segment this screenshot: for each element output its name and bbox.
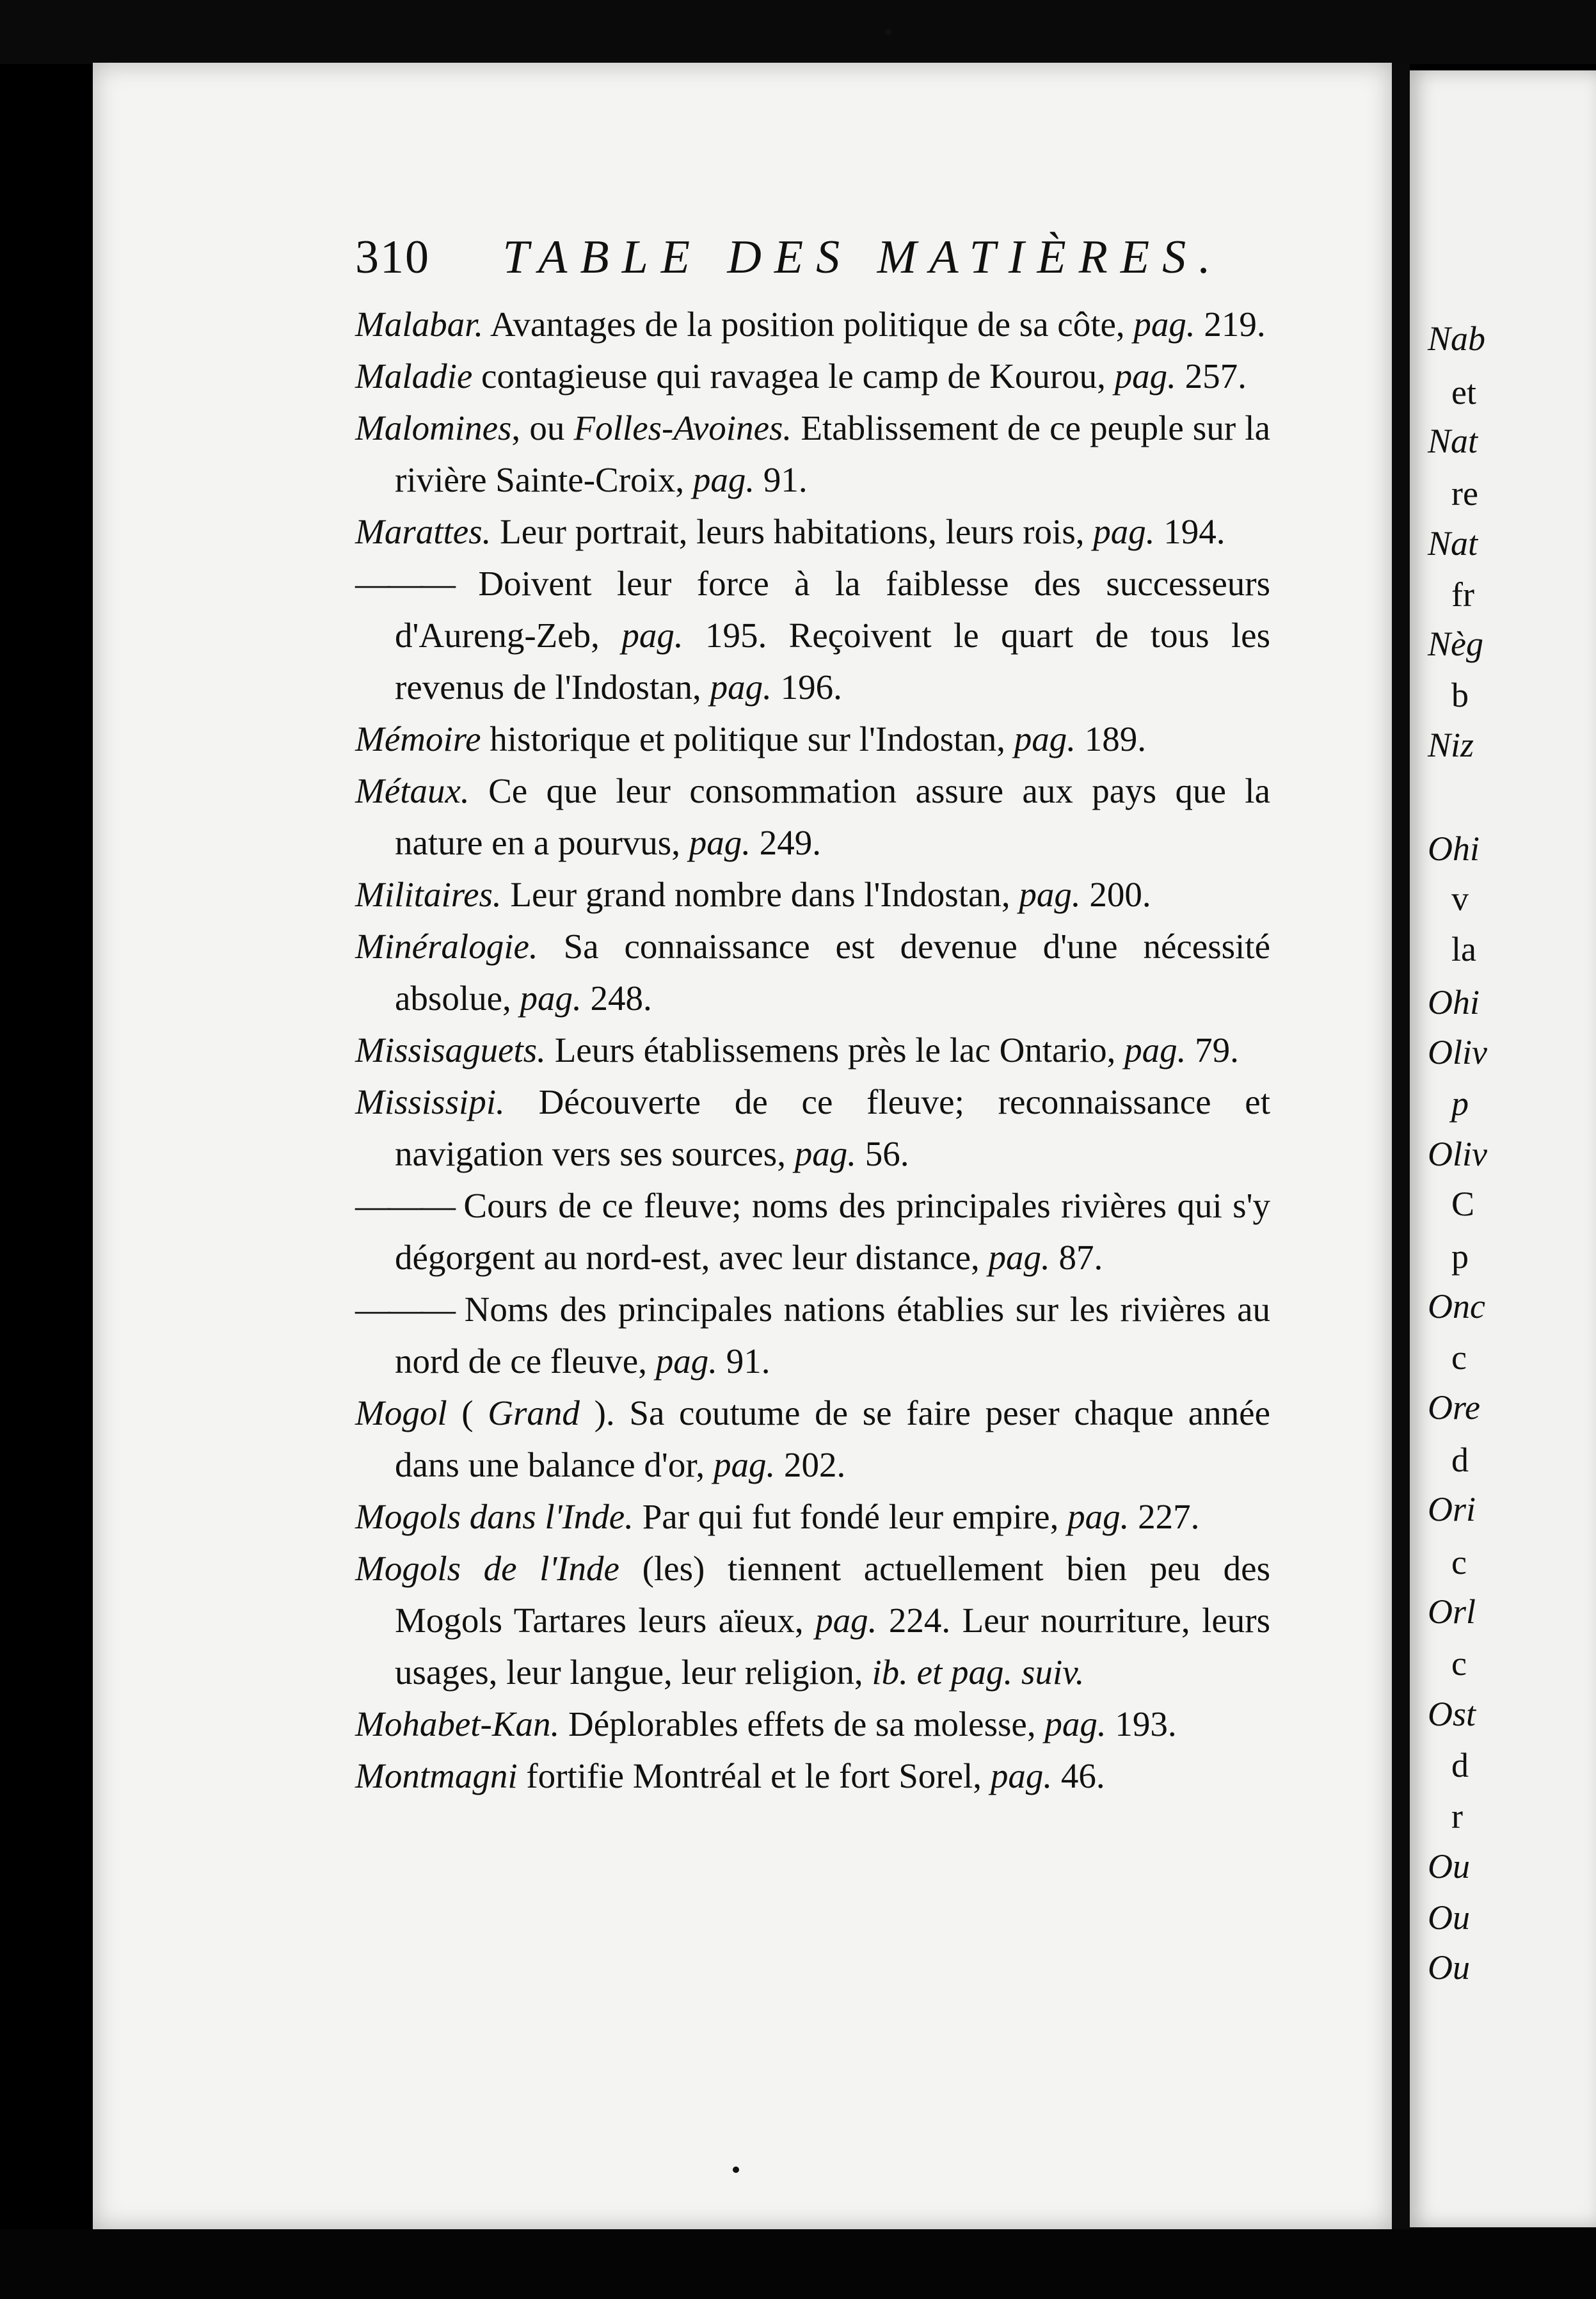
facing-page-margin bbox=[1410, 0, 1596, 2299]
facing-fragment: Ou bbox=[1428, 1898, 1470, 1937]
entry-term: Métaux. bbox=[355, 771, 470, 810]
entry-term-alt: Grand bbox=[488, 1393, 580, 1432]
entry-term: Malabar. bbox=[355, 305, 484, 344]
page-num: 193. bbox=[1106, 1704, 1177, 1743]
index-entry bbox=[355, 1698, 1270, 1750]
index-subentry bbox=[355, 1283, 1270, 1387]
page-ref: pag. bbox=[1044, 1704, 1106, 1743]
entry-text: Déplorables effets de sa molesse, bbox=[559, 1704, 1045, 1743]
scan-bottom-border bbox=[0, 2229, 1596, 2299]
entry-term: Militaires. bbox=[355, 875, 502, 914]
page-num: 257. bbox=[1176, 356, 1247, 396]
entry-text: Leur portrait, leurs habitations, leurs rois, bbox=[491, 512, 1094, 551]
facing-fragment: Nab bbox=[1428, 319, 1486, 358]
scan-speck bbox=[733, 2167, 739, 2173]
page-ref: pag. bbox=[689, 823, 751, 862]
scan-top-border bbox=[0, 0, 1596, 64]
index-subentry bbox=[355, 557, 1270, 713]
entry-text: Découverte de ce fleuve; reconnaissance et navigation vers ses sources, bbox=[395, 1082, 1270, 1173]
facing-fragment: p bbox=[1451, 1084, 1469, 1123]
index-entry bbox=[355, 298, 1270, 350]
facing-fragment: Oliv bbox=[1428, 1033, 1487, 1071]
index-entry bbox=[355, 1387, 1270, 1491]
page-num: 189. bbox=[1076, 719, 1147, 758]
page-ref: pag. bbox=[520, 979, 582, 1018]
entry-text: contagieuse qui ravagea le camp de Kourou, bbox=[472, 356, 1115, 396]
entry-term: Mémoire bbox=[355, 719, 481, 758]
entry-text: ). Sa coutume de se faire peser chaque année dans une balance d'or, bbox=[395, 1393, 1270, 1484]
entry-text: Leurs établissemens près le lac Ontario, bbox=[545, 1030, 1125, 1069]
facing-fragment: c bbox=[1451, 1543, 1467, 1582]
facing-fragment: C bbox=[1451, 1185, 1475, 1223]
repeat-dash: ——— bbox=[355, 564, 453, 603]
entry-text: Avantages de la position politique de sa côte, bbox=[483, 305, 1134, 344]
entry-text: Cours de ce fleuve; noms des principales rivières qui s'y dégorgent au nord-est, avec leur distance, bbox=[395, 1186, 1270, 1277]
scan-speck bbox=[885, 29, 891, 35]
page-num: 91. bbox=[754, 460, 808, 499]
facing-fragment: Niz bbox=[1428, 726, 1474, 764]
page-ref: pag. bbox=[815, 1601, 877, 1640]
facing-fragment: v bbox=[1451, 879, 1469, 918]
entry-text-2: Reçoivent le quart de tous les revenus de l'Indostan, bbox=[395, 616, 1270, 707]
page-title: TABLE DES MATIÈRES. bbox=[502, 231, 1224, 284]
entry-text: Doivent leur force à la faiblesse des successeurs d'Aureng-Zeb, bbox=[395, 564, 1270, 655]
page-number: 310 bbox=[355, 231, 430, 284]
entry-text: Leur grand nombre dans l'Indostan, bbox=[501, 875, 1019, 914]
page-ref: pag. bbox=[988, 1238, 1050, 1277]
page-ref: pag. bbox=[794, 1134, 856, 1173]
page-num-2: 196. bbox=[771, 668, 842, 707]
page-ref: pag. bbox=[713, 1445, 776, 1484]
index-entry bbox=[355, 713, 1270, 765]
entry-connector: ( bbox=[447, 1393, 488, 1432]
page-num: 79. bbox=[1186, 1030, 1239, 1069]
entry-term: Montmagni bbox=[355, 1756, 518, 1795]
facing-fragment: d bbox=[1451, 1746, 1469, 1784]
entry-term: Mississipi. bbox=[355, 1082, 505, 1121]
page-num: 195. bbox=[683, 616, 767, 655]
page-ref-2: pag. bbox=[710, 668, 772, 707]
index-entry bbox=[355, 920, 1270, 1024]
entry-term: Mogols de l'Inde bbox=[355, 1549, 619, 1588]
index-entry bbox=[355, 1491, 1270, 1542]
facing-fragment: p bbox=[1451, 1237, 1469, 1276]
page-ref: pag. bbox=[1093, 512, 1155, 551]
page-ref: pag. bbox=[655, 1342, 717, 1381]
entry-text-2: Leur nourriture, leurs usages, leur langue, leur religion, bbox=[395, 1601, 1271, 1692]
entry-term: Mogol bbox=[355, 1393, 447, 1432]
entry-text: Noms des principales nations établies sur les rivières au nord de ce fleuve, bbox=[395, 1290, 1270, 1381]
facing-fragment: Ost bbox=[1428, 1695, 1476, 1733]
page-ref: pag. bbox=[692, 460, 755, 499]
index-entry bbox=[355, 350, 1270, 402]
repeat-dash: ——— bbox=[355, 1186, 453, 1225]
index-entry bbox=[355, 402, 1270, 506]
page-num: 227. bbox=[1129, 1497, 1200, 1536]
repeat-dash: ——— bbox=[355, 1290, 453, 1329]
facing-fragment: Nat bbox=[1428, 422, 1478, 460]
page-ref: pag. bbox=[1133, 305, 1195, 344]
page-ref: pag. bbox=[1124, 1030, 1186, 1069]
facing-fragment: Nat bbox=[1428, 524, 1478, 563]
index-subentry bbox=[355, 1180, 1270, 1283]
index-entry bbox=[355, 1542, 1270, 1698]
facing-fragment: la bbox=[1451, 930, 1476, 968]
entry-text: Sa connaissance est devenue d'une nécessité absolue, bbox=[395, 927, 1270, 1018]
page-ref: pag. bbox=[1019, 875, 1081, 914]
entry-term: Malomines bbox=[355, 408, 512, 447]
entry-term: Maladie bbox=[355, 356, 473, 396]
entry-text: (les) tiennent actuellement bien peu des Mogols Tartares leurs aïeux, bbox=[395, 1549, 1271, 1640]
facing-fragment: c bbox=[1451, 1338, 1467, 1377]
index-entries bbox=[355, 298, 1270, 1802]
facing-fragment: Nèg bbox=[1428, 625, 1483, 663]
page-num: 249. bbox=[750, 823, 821, 862]
page-ref-2: ib. et pag. suiv. bbox=[872, 1653, 1085, 1692]
entry-term-alt: Folles-Avoines. bbox=[573, 408, 792, 447]
page-num: 46. bbox=[1052, 1756, 1105, 1795]
facing-fragment: fr bbox=[1451, 575, 1474, 614]
page-num: 91. bbox=[717, 1342, 770, 1381]
entry-term: Mohabet-Kan. bbox=[355, 1704, 560, 1743]
page-num: 200. bbox=[1080, 875, 1151, 914]
entry-term: Missisaguets. bbox=[355, 1030, 546, 1069]
page-num: 219. bbox=[1195, 305, 1266, 344]
index-entry bbox=[355, 765, 1270, 869]
facing-fragment: Ohi bbox=[1428, 829, 1480, 868]
index-entry bbox=[355, 1750, 1270, 1802]
facing-fragment: re bbox=[1451, 474, 1478, 513]
facing-fragment: Ou bbox=[1428, 1948, 1470, 1987]
index-entry bbox=[355, 1024, 1270, 1076]
page-ref: pag. bbox=[990, 1756, 1053, 1795]
entry-text: fortifie Montréal et le fort Sorel, bbox=[517, 1756, 991, 1795]
page-num: 202. bbox=[775, 1445, 846, 1484]
page-num: 87. bbox=[1049, 1238, 1103, 1277]
entry-text: historique et politique sur l'Indostan, bbox=[481, 719, 1014, 758]
page-num: 248. bbox=[581, 979, 652, 1018]
entry-text: Par qui fut fondé leur empire, bbox=[633, 1497, 1068, 1536]
facing-fragment: Ori bbox=[1428, 1490, 1476, 1528]
facing-fragment: Ohi bbox=[1428, 983, 1480, 1021]
entry-connector: , ou bbox=[511, 408, 574, 447]
book-gutter bbox=[1392, 64, 1410, 2234]
page-num: 224. bbox=[877, 1601, 951, 1640]
facing-fragment: b bbox=[1451, 676, 1469, 714]
entry-text: Etablissement de ce peuple sur la rivière Sainte-Croix, bbox=[395, 408, 1270, 499]
page-ref: pag. bbox=[621, 616, 683, 655]
facing-fragment: Ore bbox=[1428, 1388, 1480, 1427]
entry-term: Minéralogie. bbox=[355, 927, 538, 966]
facing-fragment: c bbox=[1451, 1644, 1467, 1683]
facing-fragment: Ou bbox=[1428, 1847, 1470, 1886]
page-num: 56. bbox=[856, 1134, 909, 1173]
page-ref: pag. bbox=[1067, 1497, 1129, 1536]
facing-fragment: Orl bbox=[1428, 1592, 1476, 1631]
facing-fragment: r bbox=[1451, 1797, 1463, 1836]
page-num: 194. bbox=[1154, 512, 1225, 551]
entry-text: Ce que leur consommation assure aux pays que la nature en a pourvus, bbox=[395, 771, 1270, 862]
facing-fragment: Onc bbox=[1428, 1287, 1485, 1326]
index-entry bbox=[355, 869, 1270, 920]
running-header bbox=[355, 230, 1224, 285]
entry-term: Marattes. bbox=[355, 512, 491, 551]
page-ref: pag. bbox=[1114, 356, 1176, 396]
index-entry bbox=[355, 1076, 1270, 1180]
page-ref: pag. bbox=[1014, 719, 1076, 758]
facing-fragment: Oliv bbox=[1428, 1135, 1487, 1173]
facing-fragment: et bbox=[1451, 373, 1476, 412]
entry-term: Mogols dans l'Inde. bbox=[355, 1497, 634, 1536]
index-entry bbox=[355, 506, 1270, 557]
facing-fragment: d bbox=[1451, 1441, 1469, 1479]
